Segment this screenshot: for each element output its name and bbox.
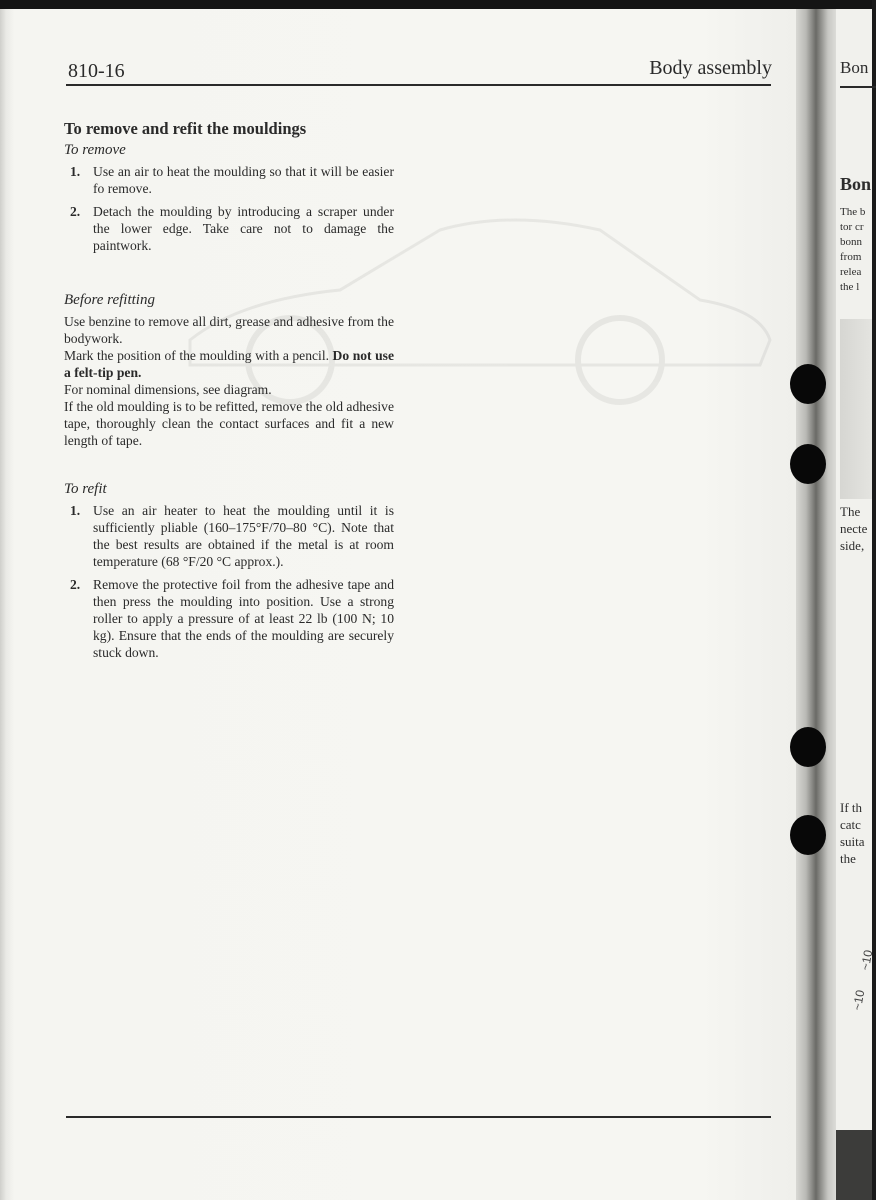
adjacent-heading: Bon <box>840 174 872 194</box>
step-number: 1. <box>70 503 81 518</box>
scan-top-edge <box>0 0 872 9</box>
main-column <box>64 118 394 667</box>
binder-hole <box>790 444 826 484</box>
adjacent-header-rule <box>840 86 876 88</box>
list-item <box>64 163 394 197</box>
binder-hole <box>790 364 826 404</box>
footer-rule <box>66 1116 771 1118</box>
adjacent-text-line: The <box>840 504 861 519</box>
step-text: Remove the protective foil from the adhesive tape and then press the moulding into position. Use a strong roller to apply a pressure of at least 22 lb (100 N; 10 kg). Ensure that the ends of the moulding are securely stuck down. <box>93 577 394 660</box>
adjacent-text-line: suita <box>840 834 865 849</box>
adjacent-text-line: necte <box>840 521 868 536</box>
list-item <box>64 576 394 661</box>
step-number: 2. <box>70 577 81 592</box>
adjacent-text-line: the <box>840 851 856 866</box>
adjacent-text-line: If th <box>840 800 863 815</box>
list-item <box>64 203 394 254</box>
adjacent-running-head: Bon <box>840 58 869 77</box>
adjacent-photo <box>840 319 872 499</box>
dimension-label: ~10 <box>858 948 876 972</box>
adjacent-text-line: from <box>840 251 862 263</box>
paragraph: Use benzine to remove all dirt, grease and adhesive from the bodywork. <box>64 314 394 346</box>
adjacent-text-line: bonn <box>840 236 862 248</box>
header-rule <box>66 84 771 86</box>
page-number: 810-16 <box>68 60 125 82</box>
subheading-refit: To refit <box>64 481 107 497</box>
step-text: Use an air to heat the moulding so that it will be easier fo remove. <box>93 164 394 196</box>
step-text: Detach the moulding by introducing a scraper under the lower edge. Take care not to damage the paintwork. <box>93 204 394 253</box>
warning-text: Do not use a felt-tip pen. <box>64 348 394 380</box>
binder-hole <box>790 727 826 767</box>
running-head: Body assembly <box>649 57 772 79</box>
subheading-remove: To remove <box>64 142 126 158</box>
section-title: To remove and refit the mouldings <box>64 119 307 138</box>
adjacent-text-line: the l <box>840 281 860 293</box>
subheading-before-refitting: Before refitting <box>64 292 155 308</box>
paragraph: For nominal dimensions, see diagram. <box>64 382 272 397</box>
adjacent-text-line: The b <box>840 206 866 218</box>
remove-steps <box>64 163 394 254</box>
paragraph <box>64 347 394 381</box>
paragraph-text: Mark the position of the moulding with a pencil. <box>64 348 329 363</box>
adjacent-text-line: relea <box>840 266 862 278</box>
adjacent-text-line: catc <box>840 817 861 832</box>
adjacent-page <box>836 9 876 1200</box>
dimension-label: ~10 <box>850 988 868 1012</box>
step-text: Use an air heater to heat the moulding until it is sufficiently pliable (160–175°F/70–80 °C). Note that the best results are obtained if the metal is at room temperature (68 °F/20 °C approx.). <box>93 503 394 569</box>
refit-steps <box>64 502 394 661</box>
adjacent-text-line: side, <box>840 538 865 553</box>
page-shadow <box>836 1130 872 1200</box>
paragraph: If the old moulding is to be refitted, remove the old adhesive tape, thoroughly clean the contact surfaces and fit a new length of tape. <box>64 399 394 448</box>
step-number: 2. <box>70 204 81 219</box>
list-item <box>64 502 394 570</box>
binder-hole <box>790 815 826 855</box>
adjacent-text-line: tor cr <box>840 221 864 233</box>
step-number: 1. <box>70 164 81 179</box>
